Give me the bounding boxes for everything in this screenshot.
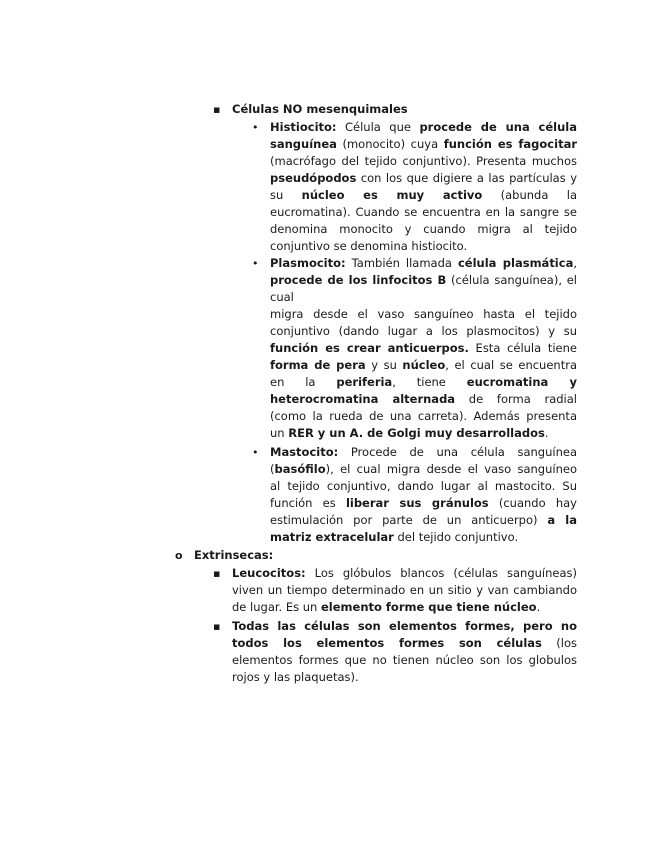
circle-bullet-icon: o [175, 549, 183, 562]
square-bullet-icon: ▪ [213, 620, 221, 633]
dot-bullet-icon: • [252, 446, 259, 459]
square-bullet-icon: ▪ [213, 567, 221, 580]
dot-bullet-icon: • [252, 121, 259, 134]
square-bullet-icon: ▪ [213, 103, 221, 116]
heading-celulas-no-mesenquimales: Células NO mesenquimales [232, 102, 408, 116]
heading-extrinsecas: Extrinsecas: [194, 548, 274, 562]
dot-bullet-icon: • [252, 257, 259, 270]
